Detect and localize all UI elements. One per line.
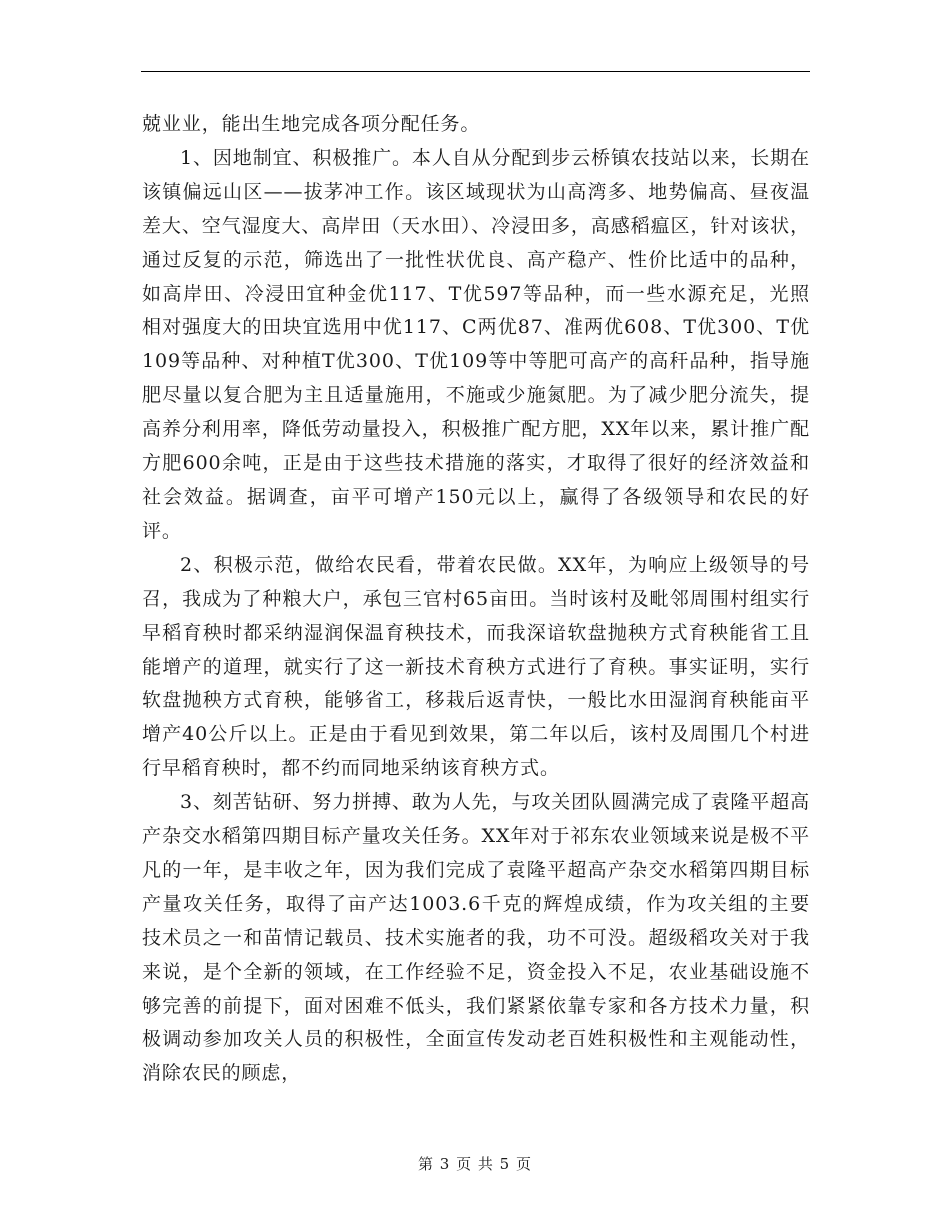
paragraph-item-1: 1、因地制宜、积极推广。本人自从分配到步云桥镇农技站以来，长期在该镇偏远山区——拔茅冲工作。该区域现状为山高湾多、地势偏高、昼夜温差大、空气湿度大、高岸田（天水田）、冷浸田多，高感稻瘟区，针对该状，通过反复的示范，筛选出了一批性状优良、高产稳产、性价比适中的品种，如高岸田、冷浸田宜种金优117、T优597等品种，而一些水源充足，光照相对强度大的田块宜选用中优117、C两优87、准两优608、T优300、T优109等品种、对种植T优300、T优109等中等肥可高产的高秆品种，指导施肥尽量以复合肥为主且适量施用，不施或少施氮肥。为了减少肥分流失，提高养分利用率，降低劳动量投入，积极推广配方肥，XX年以来，累计推广配方肥600余吨，正是由于这些技术措施的落实，才取得了很好的经济效益和社会效益。据调查，亩平可增产150元以上，赢得了各级领导和农民的好评。 [142,146,810,542]
paragraph-continuation: 兢业业，能出生地完成各项分配任务。 [142,113,481,135]
page-number-footer: 第 3 页 共 5 页 [418,1155,532,1173]
paragraph-item-2: 2、积极示范，做给农民看，带着农民做。XX年，为响应上级领导的号召，我成为了种粮大户，承包三官村65亩田。当时该村及毗邻周围村组实行早稻育秧时都采纳湿润保温育秧技术，而我深谙软盘抛秧方式育秧能省工且能增产的道理，就实行了这一新技术育秧方式进行了育秧。事实证明，实行软盘抛秧方式育秧，能够省工，移栽后返青快，一般比水田湿润育秧能亩平增产40公斤以上。正是由于看见到效果，第二年以后，该村及周围几个村进行早稻育秧时，都不约而同地采纳该育秧方式。 [142,553,810,780]
paragraph-item-3: 3、刻苦钻研、努力拼搏、敢为人先，与攻关团队圆满完成了袁隆平超高产杂交水稻第四期目标产量攻关任务。XX年对于祁东农业领域来说是极不平凡的一年，是丰收之年，因为我们完成了袁隆平超高产杂交水稻第四期目标产量攻关任务，取得了亩产达1003.6千克的辉煌成绩，作为攻关组的主要技术员之一和苗情记载员、技术实施者的我，功不可没。超级稻攻关对于我来说，是个全新的领域，在工作经验不足，资金投入不足，农业基础设施不够完善的前提下，面对困难不低头，我们紧紧依靠专家和各方技术力量，积极调动参加攻关人员的积极性，全面宣传发动老百姓积极性和主观能动性，消除农民的顾虑， [142,791,810,1085]
header-rule [141,71,810,72]
document-body [142,108,810,1091]
